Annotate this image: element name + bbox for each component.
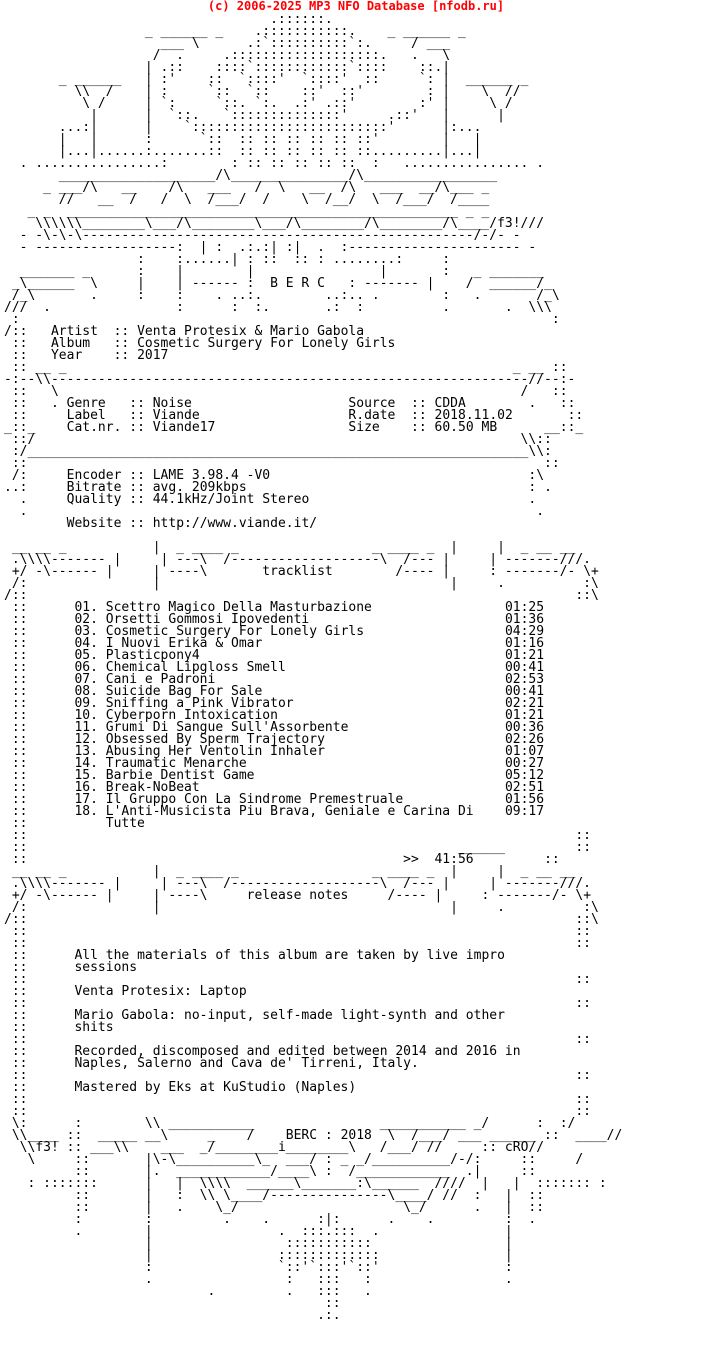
label-value: Viande <box>152 408 200 423</box>
track-time: 09:17 <box>504 804 545 819</box>
track-number: 08. <box>74 684 98 699</box>
track-title: Barbie Dentist Game <box>105 768 255 783</box>
track-time: 04:29 <box>504 624 545 639</box>
track-number: 16. <box>74 780 98 795</box>
track-time: 01:56 <box>504 792 545 807</box>
rdate-value: 2018.11.02 <box>434 408 513 423</box>
track-number: 04. <box>74 636 98 651</box>
track-number: 03. <box>74 624 98 639</box>
footer-year: 2018 <box>340 1128 372 1143</box>
track-number: 06. <box>74 660 98 675</box>
track-title: Suicide Bag For Sale <box>105 684 263 699</box>
track-title-continued: Tutte <box>105 816 145 831</box>
genre-value: Noise <box>152 396 192 411</box>
nfo-document: .::::::. _ ______ _ .:::::::::::. _ ______ _ ___ \ .:`::::::::::`:. / ___ / . .:::::::::::::::::::. . \ | .:: ::::`::::::::::::`:::: ::.| _ ______ | :' :: `::::' `::::' :: `: | ______ _ \\ / | : `:: `:: ::' ::' : | \ // \ / | `: `::. `:. .:' .::' :' | \ / | | `::. `::::::::::::::' .::' | | ...:| | `:::::::::::::::::::::::::' |:... | | : `:: :: :: :: :: :: ::' | | |...|......:.......:: :: :: :: :: :: ::.........|...| . ................: : :: :: :: :: :: : ................ . ____________________/\_______________/\_________________ _ ___/\ __ /\ ___ / \ __ /\ ___ __/\___ _ // __ / / \ /___/ / \ /__/ \ /___/ /____ _ _ __________________________________________________ _ _ \\\\\\________\___/\________\___/\________/\________/\____/f3!/// - -\-\-\--------------------------------------------------/-/- - - ------------------: | : .:.:| :| . :---------------------- - : :......| : :: :: : ........: : _______ _ : | | | : _ _______ _\______ \ | | ------ : B E R C : ------- | / ______/_ /_\ . : : . ..:. ..:.. . : . /_\ /// . : : :. .: : . . \\\ : : /:: Artist :: Venta Protesix & Mario Gabola :: Album :: Cosmetic Surgery For Lonely Girls :: Year :: 2017 :: __ _ _ __ :: -:--\\-------------------------------------------------------------//--:- :: \ / :: :: . Genre :: Noise Source :: CDDA . :: :: Label :: Viande R.date :: 2018.11.02 :: _::_ Cat.nr. :: Viande17 Size :: 60.50 MB __::_ ::/ \\:: :/________________________________________________________________\\: :: :: /: Encoder :: LAME 3.98.4 -V0 :\ ..: Bitrate :: avg. 209kbps : . . Quality :: 44.1kHz/Joint Stereo . . . Website :: http://www.viande.it/ __ __ _ | _ ____ _ _ ____ _ | | _ __ __ .\\\\------- | | ---\ /-------------------\ /--- | | -------///. +/ -\------ | | ----\ tracklist /---- | : -------/- \+ /: | | . :\ /:: ::\ :: 01. Scettro Magico Della Masturbazione 01:25 :: 02. Orsetti Gommosi Ipovedenti 01:36 :: 03. Cosmetic Surgery For Lonely Girls 04:29 :: 04. I Nuovi Erika & Omar 01:16 :: 05. Plasticpony4 01:21 :: 06. Chemical Lipgloss Smell 00:41 :: 07. Cani e Padroni 02:53 :: 08. Suicide Bag For Sale 00:41 :: 09. Sniffing a Pink Vibrator 02:21 :: 10. Cyberporn Intoxication 01:21 :: 11. Grumi Di Sangue Sull'Assorbente 00:36 :: 12. Obsessed By Sperm Trajectory 02:26 :: 13. Abusing Her Ventolin Inhaler 01:07 :: 14. Traumatic Menarche 00:27 :: 15. Barbie Dentist Game 05:12 :: 16. Break-NoBeat 02:51 :: 17. Il Gruppo Con La Sindrome Premestruale 01:56 :: 18. L'Anti-Musicista Piu Brava, Geniale e Carina Di 09:17 :: Tutte :: :: :: ______ :: :: >> 41:56 :: __ __ _ | _ ____ _ _ ____ _ | | _ __ __ .\\\\------- | | ---\ /-------------------\ /--- | | -------///. +/ -\------ | | ----\ release notes /---- | : -------/- \+ /: | | . :\ /:: ::\ :: :: :: :: :: All the materials of this album are taken by live impro :: sessions :: :: :: Venta Protesix: Laptop :: :: :: Mario Gabola: no-input, self-made light-synth and other :: shits :: :: :: Recorded, discomposed and edited between 2014 and 2016 in :: Naples, Salerno and Cava de' Tirreni, Italy. :: :: :: Mastered by Eks at KuStudio (Naples) :: :: :: :: \: : \\ ___________ ___________ _/ : :/ \\____ :: _____ __\ _ / BERC : 2018 \ /___/ ___ ______ :: ____// \\f3! :: ___\\ ___ _/________i________\ /___/ // :: cRO// \ :: |\-\__________\_ ___/ : _ _/__________/-/: :: / :: |. ____________/____\ : /____________ .| :: : ::::::: | | \\\\ ______\_______:\______ //// | | ::::::: : :: | : \\ \____/---------------\____/ // : | :: :: | . \_/ \_/ . | :: : : . . :|: . . : . . | . :::.::: . | | ::::::::::: | | ::::::::::::: | : `::'`:::'`::' : . : ::: : . . . ::: . :: .:. <box>4 12 623 1323</box>
site-header: (c) 2006-2025 MP3 NFO Database [nfodb.ru] <box>207 0 505 13</box>
track-title: Grumi Di Sangue Sull'Assorbente <box>105 720 349 735</box>
source-value: CDDA <box>434 396 466 411</box>
track-number: 01. <box>74 600 98 615</box>
track-time: 01:21 <box>504 708 545 723</box>
track-number: 07. <box>74 672 98 687</box>
track-title: Il Gruppo Con La Sindrome Premestruale <box>105 792 404 807</box>
track-title: Break-NoBeat <box>105 780 200 795</box>
bitrate-value: avg. 209kbps <box>152 480 247 495</box>
group-name: B E R C <box>270 276 325 291</box>
track-title: L'Anti-Musicista Piu Brava, Geniale e Carina Di <box>105 804 474 819</box>
track-number: 02. <box>74 612 98 627</box>
total-duration: 41:56 <box>434 852 474 867</box>
track-time: 01:07 <box>504 744 545 759</box>
track-number: 17. <box>74 792 98 807</box>
track-time: 01:16 <box>504 636 545 651</box>
signature-right: cRO <box>504 1140 529 1155</box>
track-title: Orsetti Gommosi Ipovedenti <box>105 612 310 627</box>
track-time: 02:21 <box>504 696 545 711</box>
track-number: 12. <box>74 732 98 747</box>
track-number: 13. <box>74 744 98 759</box>
track-number: 09. <box>74 696 98 711</box>
total-rule: ______ <box>457 840 505 855</box>
track-time: 02:53 <box>504 672 545 687</box>
size-value: 60.50 MB <box>434 420 498 435</box>
track-time: 01:36 <box>504 612 545 627</box>
track-time: 02:51 <box>504 780 545 795</box>
track-time: 00:41 <box>504 684 545 699</box>
track-title: Sniffing a Pink Vibrator <box>105 696 294 711</box>
artist-value: Venta Protesix & Mario Gabola <box>137 324 365 339</box>
track-number: 14. <box>74 756 98 771</box>
footer-group: BERC <box>285 1128 318 1143</box>
track-time: 02:26 <box>504 732 545 747</box>
tracklist: 01. Scettro Magico Della Masturbazione 01:25 :: 02. Orsetti Gommosi Ipovedenti 01:36 :: 03. Cosmetic Surgery For Lonely Girls 04:29 :: 04. I Nuovi Erika & Omar 01:16 :: 05. Plasticpony4 01:21 :: 06. Chemical Lipgloss Smell 00:41 :: 07. Cani e Padroni 02:53 :: 08. Suicide Bag For Sale 00:41 :: 09. Sniffing a Pink Vibrator 02:21 :: 10. Cyberporn Intoxication 01:21 :: 11. Grumi Di Sangue Sull'Assorbente 00:36 :: 12. Obsessed By Sperm Trajectory 02:26 :: 13. Abusing Her Ventolin Inhaler 01:07 :: 14. Traumatic Menarche 00:27 :: 15. Barbie Dentist Game 05:12 :: 16. Break-NoBeat 02:51 :: 17. Il Gruppo Con La Sindrome Premestruale 01:56 :: 18. L'Anti-Musicista Piu Brava, Geniale e Carina Di 09:17 :: Tutte <box>11 600 545 831</box>
track-title: Chemical Lipgloss Smell <box>105 660 286 675</box>
track-title: Cyberporn Intoxication <box>105 708 278 723</box>
track-title: Cani e Padroni <box>105 672 216 687</box>
track-number: 05. <box>74 648 98 663</box>
signature-left: f3! <box>35 1140 59 1155</box>
track-time: 00:36 <box>504 720 545 735</box>
album-value: Cosmetic Surgery For Lonely Girls <box>137 336 396 351</box>
track-time: 00:41 <box>504 660 545 675</box>
track-time: 05:12 <box>504 768 545 783</box>
track-time: 00:27 <box>504 756 545 771</box>
track-number: 15. <box>74 768 98 783</box>
track-time: 01:21 <box>504 648 545 663</box>
tracklist-heading: tracklist <box>262 564 333 579</box>
track-title: Obsessed By Sperm Trajectory <box>105 732 325 747</box>
track-title: Scettro Magico Della Masturbazione <box>105 600 372 615</box>
release-notes-heading: release notes <box>246 888 349 903</box>
year-value: 2017 <box>137 348 169 363</box>
track-title: Cosmetic Surgery For Lonely Girls <box>105 624 365 639</box>
track-title: Abusing Her Ventolin Inhaler <box>105 744 325 759</box>
track-number: 11. <box>74 720 98 735</box>
website-link[interactable]: http://www.viande.it/ <box>152 516 318 531</box>
catnr-value: Viande17 <box>152 420 216 435</box>
track-title: Traumatic Menarche <box>105 756 247 771</box>
encoder-value: LAME 3.98.4 -V0 <box>152 468 271 483</box>
track-title: I Nuovi Erika & Omar <box>105 636 263 651</box>
track-time: 01:25 <box>504 600 545 615</box>
track-number: 18. <box>74 804 98 819</box>
track-number: 10. <box>74 708 98 723</box>
track-title: Plasticpony4 <box>105 648 200 663</box>
quality-value: 44.1kHz/Joint Stereo <box>152 492 310 507</box>
ascii-art-logo: .::::::. _ ______ _ .:::::::::::. _ ______ _ ___ \ .:`::::::::::`:. / ___ / . .:::::::::::::::::::. . \ | .:: ::::`::::::::::::`:::: ::.| _ ______ | :' :: `::::' `::::' :: `: | ______ _ \\ / | : `:: `:: ::' ::' : | \ // \ / | `: `::. `:. .:' .::' :' | \ / | | `::. `::::::::::::::' .::' | | ...:| | `:::::::::::::::::::::::::' |:... | | : `:: :: :: :: :: :: ::' | | |...|......:.......:: :: :: :: :: :: ::.........|...| . ................: : :: :: :: :: :: : ................ . ____________________/\_______________/\_________________ _ ___/\ __ /\ ___ / \ __ /\ ___ __/\___ _ // __ / / \ /___/ / \ /__/ \ /___/ /____ _ _ __________________________________________________ _ _ \\\\\\________\___/\________\___/\________/\________/\____/f3!/// - -\-\-\--------------------------------------------------/-/- - - ------------------: | : .:.:| :| . :---------------------- - : :......| : :: :: : ........: : _______ _ : | | | : _ _______ _\______ \ | | ------ : <box>11 12 545 291</box>
